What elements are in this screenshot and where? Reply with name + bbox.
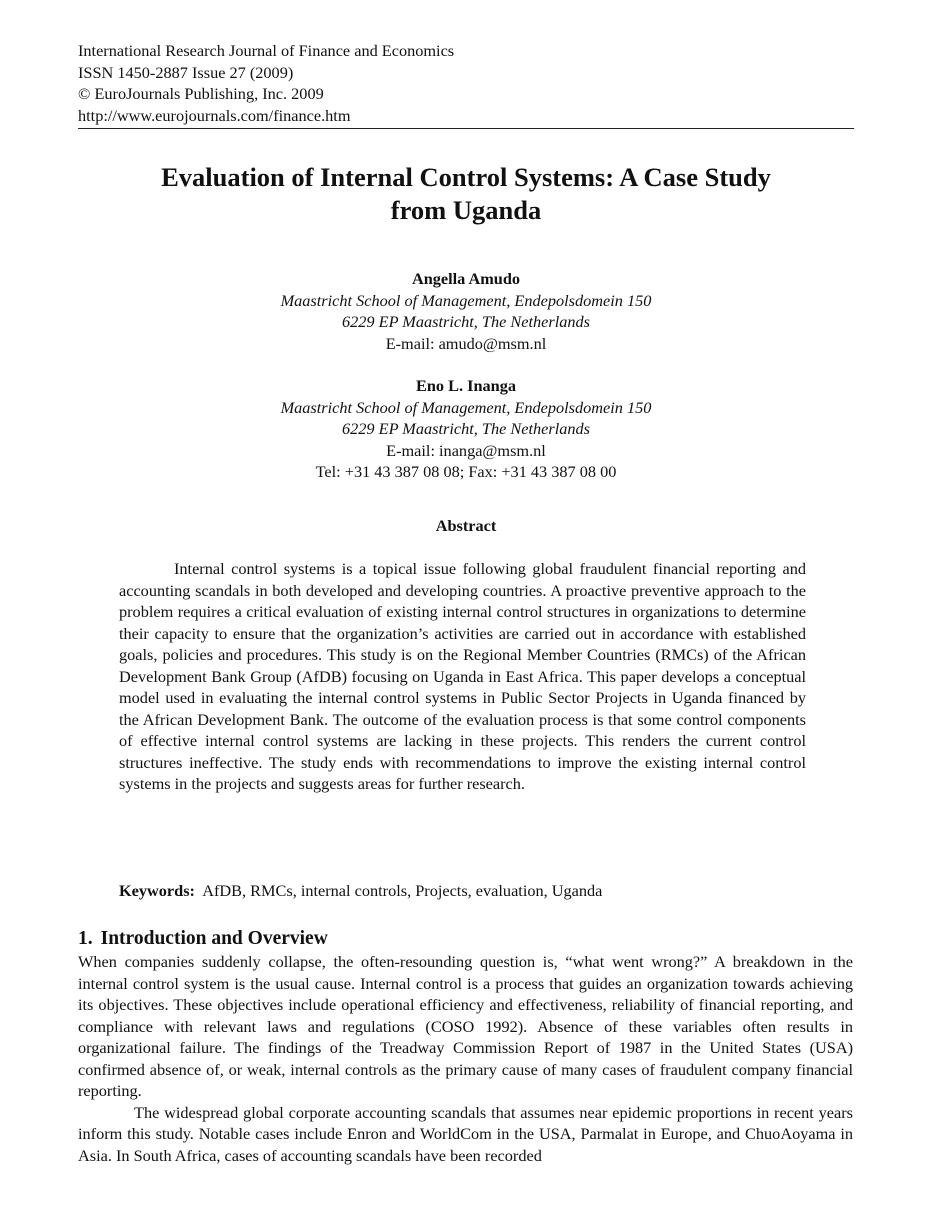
author-affiliation-line-2: 6229 EP Maastricht, The Netherlands	[342, 419, 590, 438]
author-block-1	[78, 268, 854, 354]
abstract-heading: Abstract	[435, 516, 497, 535]
author-name: Eno L. Inanga	[416, 376, 516, 395]
keywords-list: AfDB, RMCs, internal controls, Projects, evaluation, Uganda	[202, 881, 603, 900]
author-affiliation-line-2: 6229 EP Maastricht, The Netherlands	[342, 312, 590, 331]
author-phone-fax: Tel: +31 43 387 08 08; Fax: +31 43 387 08 00	[315, 462, 617, 481]
journal-url: http://www.eurojournals.com/finance.htm	[78, 105, 351, 125]
journal-header	[78, 40, 854, 129]
author-email: E-mail: amudo@msm.nl	[385, 333, 547, 353]
section-body-introduction	[78, 951, 853, 1166]
author-block-2	[78, 375, 854, 483]
section-number: 1.	[78, 928, 93, 949]
keywords-label: Keywords:	[119, 881, 195, 900]
journal-issn-issue: ISSN 1450-2887 Issue 27 (2009)	[78, 62, 294, 82]
author-affiliation-line-1: Maastricht School of Management, Endepolsdomein 150	[280, 290, 652, 310]
abstract-body: Internal control systems is a topical issue following global fraudulent financial reporting and accounting scandals in both developed and developing countries. A proactive preventive approach to the problem requires a critical evaluation of existing internal control structures in organizations to determine their capacity to ensure that the organization’s activities are carried out in accordance with established goals, policies and procedures. This study is on the Regional Member Countries (RMCs) of the African Development Bank Group (AfDB) focusing on Uganda in East Africa. This paper develops a conceptual model used in evaluating the internal control systems in Public Sector Projects in Uganda financed by the African Development Bank. The outcome of the evaluation process is that some control components of effective internal control systems are lacking in these projects. This renders the current control structures ineffective. The study ends with recommendations to improve the existing internal control systems in the projects and suggests areas for further research.	[119, 559, 806, 793]
section-title: Introduction and Overview	[100, 928, 328, 949]
paper-title-line-2: from Uganda	[390, 195, 542, 225]
author-name: Angella Amudo	[411, 269, 521, 288]
author-affiliation-line-1: Maastricht School of Management, Endepolsdomein 150	[280, 397, 652, 417]
paper-title	[78, 161, 854, 227]
body-paragraph: The widespread global corporate accounting scandals that assumes near epidemic proportions in recent years inform this study. Notable cases include Enron and WorldCom in the USA, Parmalat in Europe, and ChuoAoyama in Asia. In South Africa, cases of accounting scandals have been recorded	[78, 1102, 853, 1165]
journal-name: International Research Journal of Finance and Economics	[78, 41, 455, 60]
paper-title-line-1: Evaluation of Internal Control Systems: A Case Study	[161, 162, 771, 192]
keywords	[119, 880, 839, 902]
journal-copyright: © EuroJournals Publishing, Inc. 2009	[78, 84, 324, 103]
body-paragraph: When companies suddenly collapse, the often-resounding question is, “what went wrong?” A breakdown in the internal control system is the usual cause. Internal control is a process that guides an organization towards achieving its objectives. These objectives include operational efficiency and effectiveness, reliability of financial reporting, and compliance with relevant laws and regulations (COSO 1992). Absence of these variables often results in organizational failure. The findings of the Treadway Commission Report of 1987 in the United States (USA) confirmed absence of, or weak, internal controls as the primary cause of many cases of fraudulent company financial reporting.	[78, 952, 853, 1100]
section-heading-introduction	[78, 927, 328, 951]
author-email: E-mail: inanga@msm.nl	[386, 440, 546, 460]
